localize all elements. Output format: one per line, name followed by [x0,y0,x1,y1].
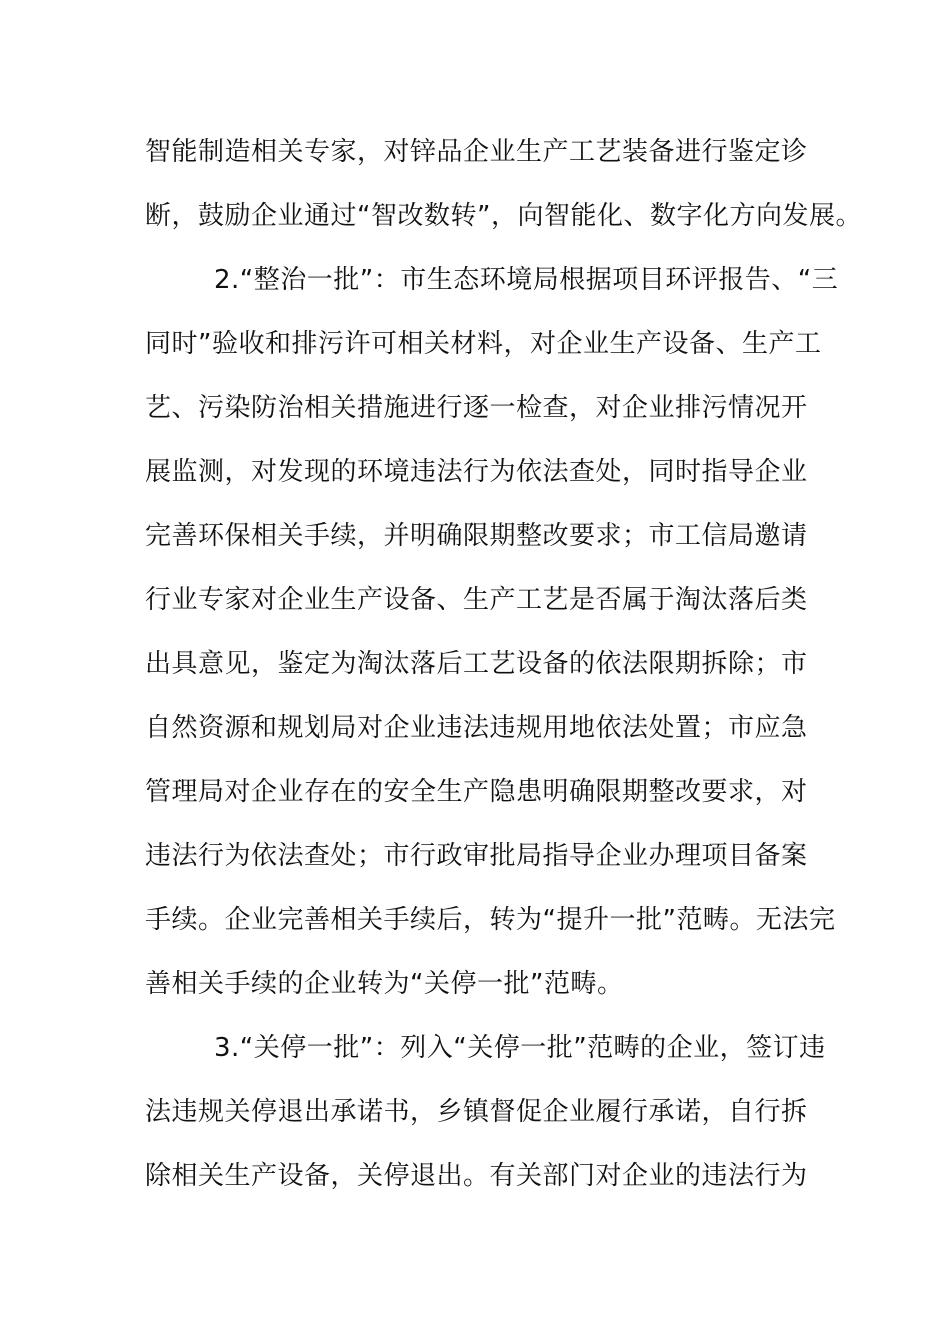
text-line: 艺、污染防治相关措施进行逐一检查，对企业排污情况开 [145,393,808,423]
text-line: 智能制造相关专家，对锌品企业生产工艺装备进行鉴定诊 [145,137,808,167]
text-line: 同时”验收和排污许可相关材料，对企业生产设备、生产工 [145,329,822,359]
paragraph-heading-line: 3.“关停一批”：列入“关停一批”范畴的企业，签订违 [214,1033,826,1063]
paragraph-heading-line: 2.“整治一批”：市生态环境局根据项目环评报告、“三 [214,265,839,295]
text-line: 展监测，对发现的环境违法行为依法查处，同时指导企业 [145,457,808,487]
text-line: 行业专家对企业生产设备、生产工艺是否属于淘汰落后类 [145,585,808,615]
text-line: 手续。企业完善相关手续后，转为“提升一批”范畴。无法完 [145,905,836,935]
text-line: 断，鼓励企业通过“智改数转”，向智能化、数字化方向发展。 [145,201,862,231]
text-line: 自然资源和规划局对企业违法违规用地依法处置；市应急 [145,713,808,743]
text-line: 法违规关停退出承诺书，乡镇督促企业履行承诺，自行拆 [145,1097,808,1127]
text-line: 完善环保相关手续，并明确限期整改要求；市工信局邀请 [145,521,808,551]
text-line: 除相关生产设备，关停退出。有关部门对企业的违法行为 [145,1161,808,1191]
text-line: 管理局对企业存在的安全生产隐患明确限期整改要求，对 [145,777,808,807]
text-line: 善相关手续的企业转为“关停一批”范畴。 [145,969,624,999]
text-line: 出具意见，鉴定为淘汰落后工艺设备的依法限期拆除；市 [145,649,808,679]
text-line: 违法行为依法查处；市行政审批局指导企业办理项目备案 [145,841,808,871]
